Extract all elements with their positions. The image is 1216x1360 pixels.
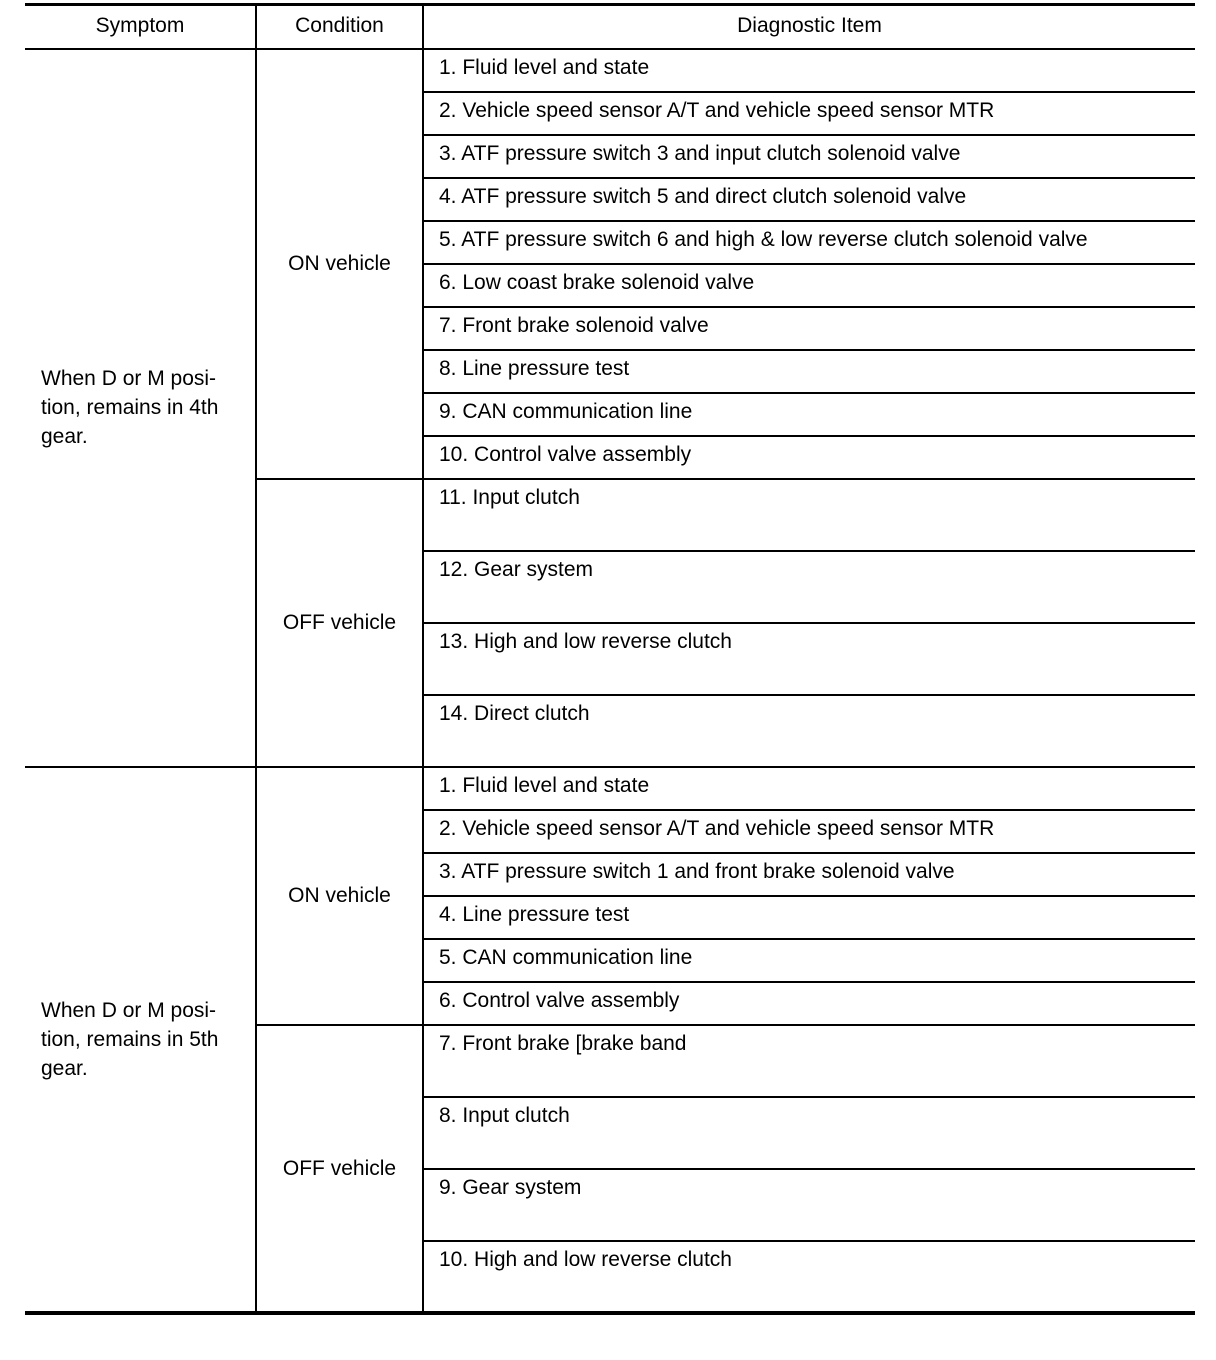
diagnostic-item: 2. Vehicle speed sensor A/T and vehicle speed sensor MTR <box>423 810 1195 853</box>
header-symptom: Symptom <box>25 5 256 49</box>
diagnostic-table <box>25 3 1195 1315</box>
diagnostic-item: 8. Input clutch <box>423 1097 1195 1169</box>
symptom-cell-4th-gear <box>25 49 256 767</box>
symptom-line: When D or M posi- <box>41 367 217 390</box>
symptom-line: gear. <box>41 425 88 448</box>
condition-off-vehicle: OFF vehicle <box>256 1025 423 1313</box>
diagnostic-item: 2. Vehicle speed sensor A/T and vehicle speed sensor MTR <box>423 92 1195 135</box>
diagnostic-item: 8. Line pressure test <box>423 350 1195 393</box>
diagnostic-item: 12. Gear system <box>423 551 1195 623</box>
diagnostic-item: 3. ATF pressure switch 3 and input clutch solenoid valve <box>423 135 1195 178</box>
symptom-text <box>41 996 246 1083</box>
diagnostic-item: 6. Control valve assembly <box>423 982 1195 1025</box>
table-row <box>25 767 1195 810</box>
header-diagnostic-item: Diagnostic Item <box>423 5 1195 49</box>
diagnostic-item: 1. Fluid level and state <box>423 767 1195 810</box>
diagnostic-item: 9. CAN communication line <box>423 393 1195 436</box>
symptom-text <box>41 364 246 451</box>
diagnostic-item: 14. Direct clutch <box>423 695 1195 767</box>
diagnostic-item: 7. Front brake [brake band <box>423 1025 1195 1097</box>
diagnostic-item: 11. Input clutch <box>423 479 1195 551</box>
diagnostic-item: 9. Gear system <box>423 1169 1195 1241</box>
symptom-line: gear. <box>41 1056 88 1080</box>
diagnostic-item: 5. ATF pressure switch 6 and high & low reverse clutch solenoid valve <box>423 221 1195 264</box>
symptom-line: tion, remains in 5th <box>41 1027 219 1051</box>
diagnostic-item: 4. Line pressure test <box>423 896 1195 939</box>
table-row <box>25 49 1195 92</box>
diagnostic-item: 5. CAN communication line <box>423 939 1195 982</box>
symptom-line: When D or M posi- <box>41 998 217 1022</box>
diagnostic-item: 13. High and low reverse clutch <box>423 623 1195 695</box>
diagnostic-item: 1. Fluid level and state <box>423 49 1195 92</box>
header-condition: Condition <box>256 5 423 49</box>
symptom-cell-5th-gear <box>25 767 256 1313</box>
table-body <box>25 49 1195 1313</box>
diagnostic-item: 4. ATF pressure switch 5 and direct clutch solenoid valve <box>423 178 1195 221</box>
condition-on-vehicle: ON vehicle <box>256 767 423 1025</box>
diagnostic-item: 10. Control valve assembly <box>423 436 1195 479</box>
diagnostic-item: 7. Front brake solenoid valve <box>423 307 1195 350</box>
header-row <box>25 5 1195 49</box>
symptom-line: tion, remains in 4th <box>41 396 219 419</box>
condition-off-vehicle: OFF vehicle <box>256 479 423 767</box>
condition-on-vehicle: ON vehicle <box>256 49 423 479</box>
diagnostic-item: 10. High and low reverse clutch <box>423 1241 1195 1313</box>
diagnostic-item: 6. Low coast brake solenoid valve <box>423 264 1195 307</box>
diagnostic-item: 3. ATF pressure switch 1 and front brake solenoid valve <box>423 853 1195 896</box>
